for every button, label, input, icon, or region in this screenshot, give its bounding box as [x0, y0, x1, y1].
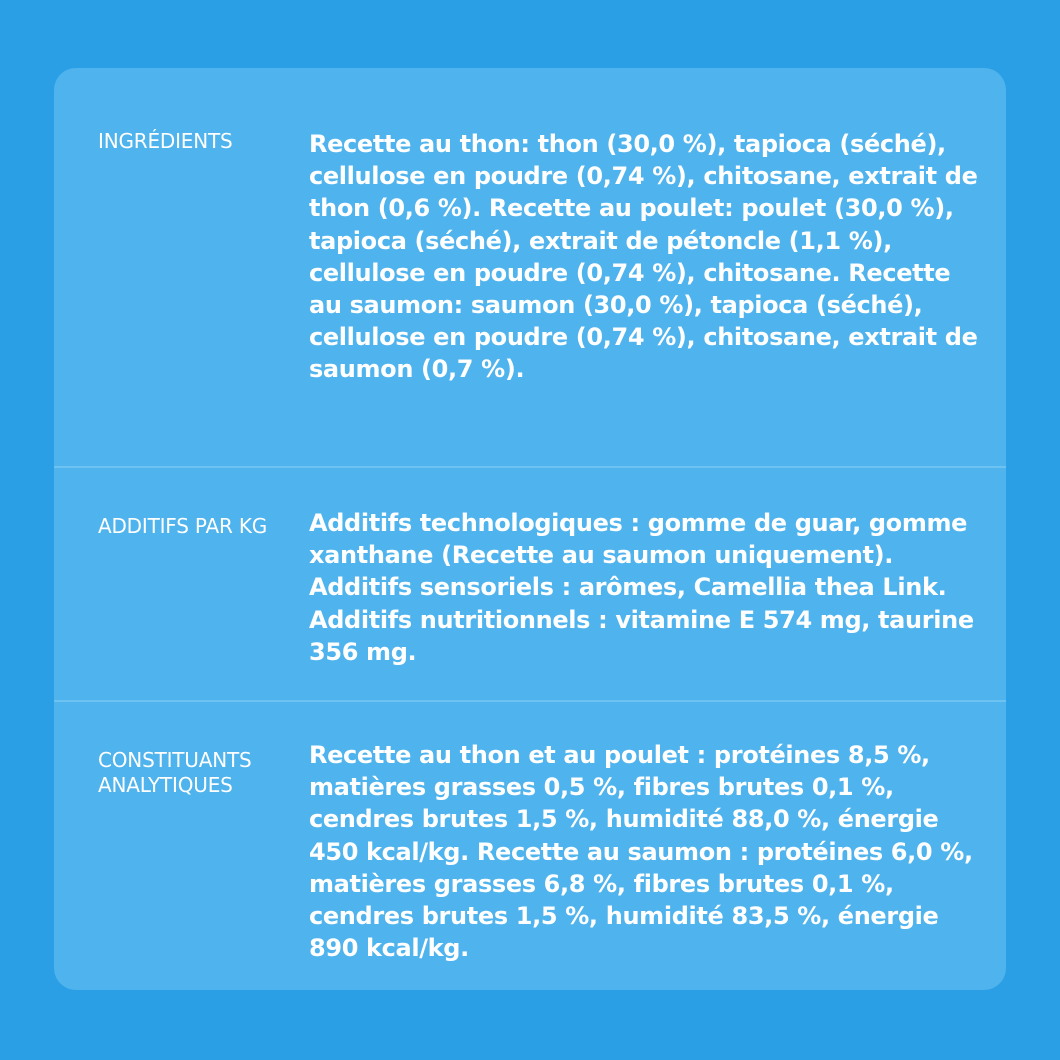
additives-text: Additifs technologiques : gomme de guar, gomme xanthane (Recette au saumon uniquement). Additifs sensoriels : arômes, Camellia thea Link. Additifs nutritionnels : vitamine E 574 mg, taurine 356 mg.	[309, 509, 974, 666]
analytical-constituents-text: Recette au thon et au poulet : protéines 8,5 %, matières grasses 0,5 %, fibres brutes 0,1 %, cendres brutes 1,5 %, humidité 88,0 %, énergie 450 kcal/kg. Recette au saumon : protéines 6,0 %, matières grasses 6,8 %, fibres brutes 0,1 %, cendres brutes 1,5 %, humidité 83,5 %, énergie 890 kcal/kg.	[309, 741, 973, 963]
ingredients-label: INGRÉDIENTS	[98, 129, 233, 153]
analytical-constituents-section	[54, 702, 1006, 990]
additives-section	[54, 468, 1006, 701]
additives-label: ADDITIFS PAR KG	[98, 514, 268, 538]
info-panel	[54, 68, 1006, 990]
analytical-constituents-label: CONSTITUANTS ANALYTIQUES	[98, 748, 252, 797]
ingredients-section	[54, 68, 1006, 467]
ingredients-text: Recette au thon: thon (30,0 %), tapioca (séché), cellulose en poudre (0,74 %), chitosane, extrait de thon (0,6 %). Recette au poulet: poulet (30,0 %), tapioca (séché), extrait de pétoncle (1,1 %), cellulose en poudre (0,74 %), chitosane. Recette au saumon: saumon (30,0 %), tapioca (séché), cellulose en poudre (0,74 %), chitosane, extrait de saumon (0,7 %).	[309, 130, 978, 384]
